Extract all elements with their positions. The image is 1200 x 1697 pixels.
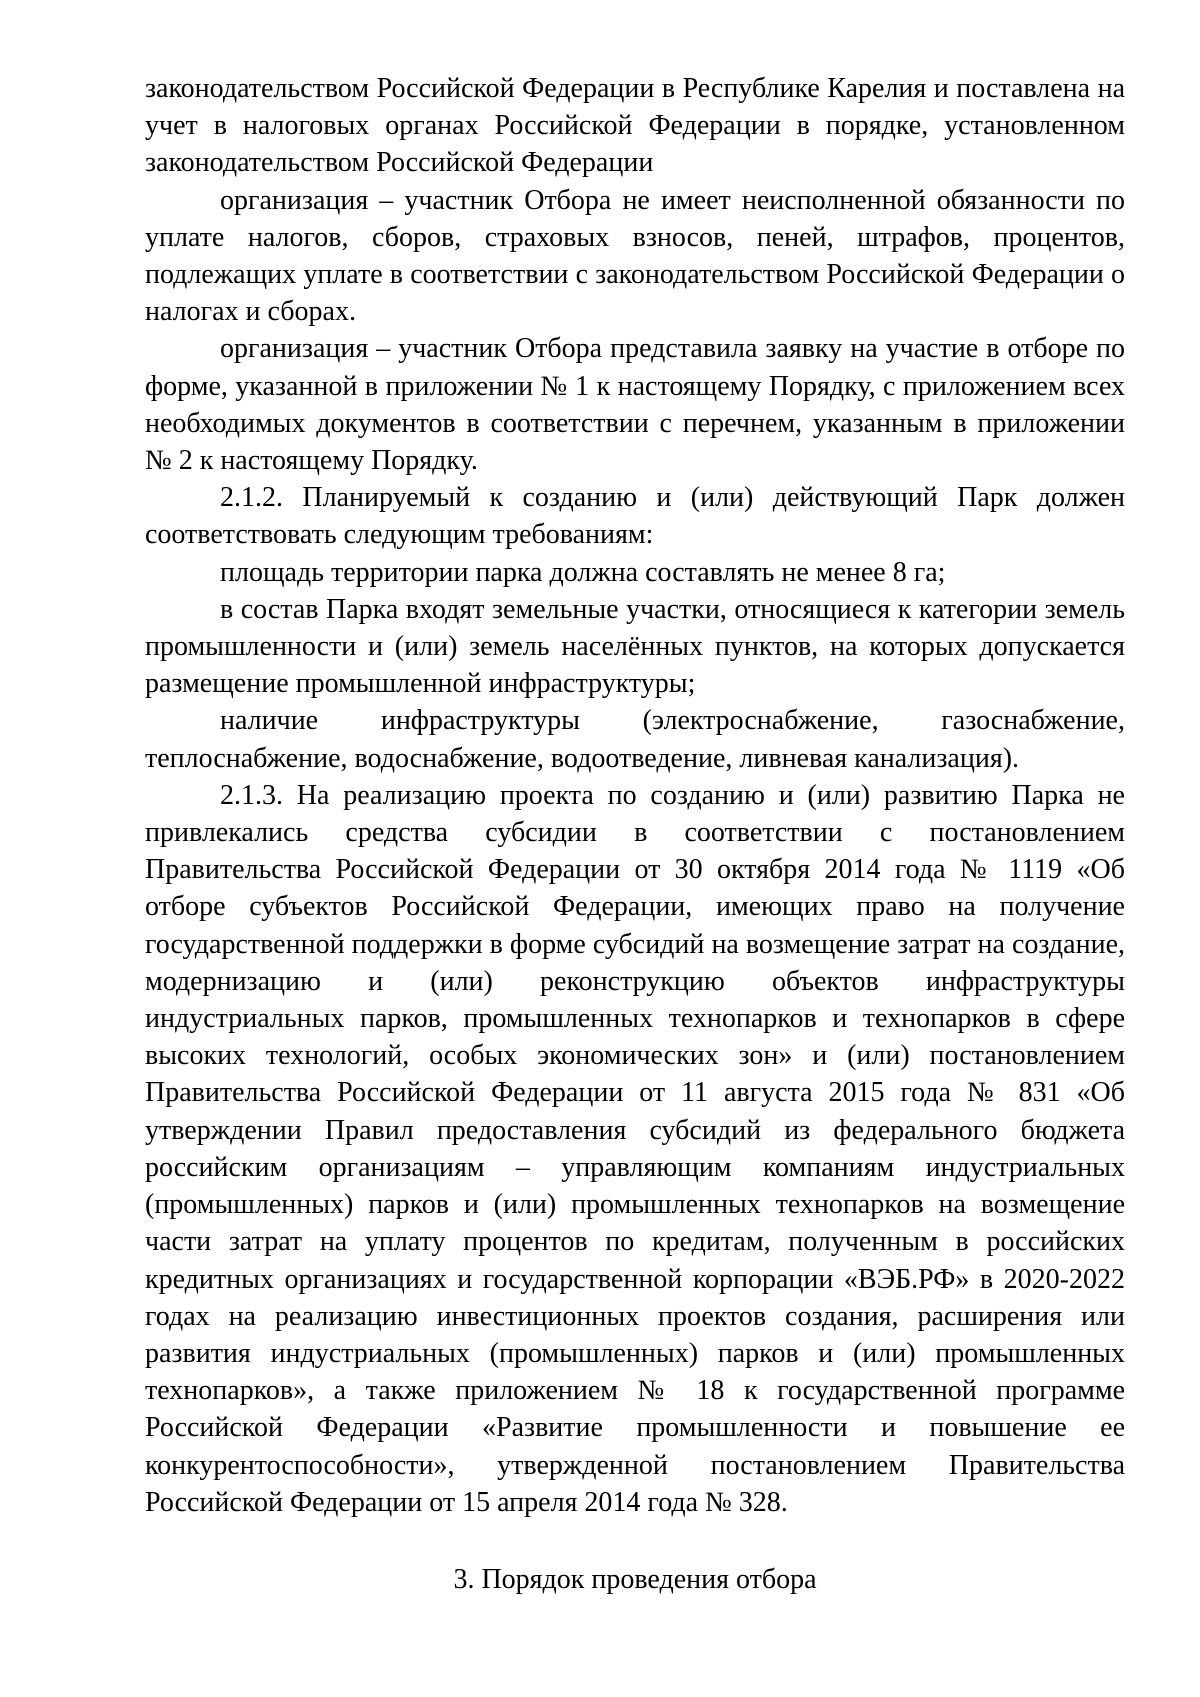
paragraph-tax-obligations: организация – участник Отбора не имеет неисполненной обязанности по уплате налогов, сборов, страховых взносов, пеней, штрафов, процентов, подлежащих уплате в соответствии с законодательством Российской Федерации о налогах и сборах. [145, 184, 1125, 328]
paragraph-land-plots: в состав Парка входят земельные участки, относящиеся к категории земель промышленности и (или) земель населённых пунктов, на которых допускается размещение промышленной инфраструктуры; [145, 593, 1125, 700]
document-body [145, 70, 1125, 1598]
section-heading: 3. Порядок проведения отбора [453, 1563, 817, 1595]
paragraph-2-1-3: 2.1.3. На реализацию проекта по созданию и (или) развитию Парка не привлекались средства субсидии в соответствии с постановлением Правительства Российской Федерации от 30 октября 2014 года № 1119 «Об отборе субъектов Российской Федерации, имеющих право на получение государственной поддержки в форме субсидий на возмещение затрат на создание, модернизацию и (или) реконструкцию объектов инфраструктуры индустриальных парков, промышленных технопарков и технопарков в сфере высоких технологий, особых экономических зон» и (или) постановлением Правительства Российской Федерации от 11 августа 2015 года № 831 «Об утверждении Правил предоставления субсидий из федерального бюджета российским организациям – управляющим компаниям индустриальных (промышленных) парков и (или) промышленных технопарков на возмещение части затрат на уплату процентов по кредитам, полученным в российских кредитных организациях и государственной корпорации «ВЭБ.РФ» в 2020-2022 годах на реализацию инвестиционных проектов создания, расширения или развития индустриальных (промышленных) парков и (или) промышленных технопарков», а также приложением № 18 к государственной программе Российской Федерации «Развитие промышленности и повышение ее конкурентоспособности», утвержденной постановлением Правительства Российской Федерации от 15 апреля 2014 года № 328. [145, 779, 1125, 1518]
paragraph-continuation: законодательством Российской Федерации в Республике Карелия и поставлена на учет в налоговых органах Российской Федерации в порядке, установленном законодательством Российской Федерации [145, 73, 1125, 179]
paragraph-infrastructure: наличие инфраструктуры (электроснабжение, газоснабжение, теплоснабжение, водоснабжение, водоотведение, ливневая канализация). [145, 705, 1125, 774]
paragraph-2-1-2: 2.1.2. Планируемый к созданию и (или) действующий Парк должен соответствовать следующим требованиям: [145, 482, 1125, 551]
paragraph-park-area: площадь территории парка должна составлять не менее 8 га; [220, 556, 946, 588]
paragraph-application-submitted: организация – участник Отбора представила заявку на участие в отборе по форме, указанной в приложении № 1 к настоящему Порядку, с приложением всех необходимых документов в соответствии с перечнем, указанным в приложении № 2 к настоящему Порядку. [145, 333, 1125, 477]
